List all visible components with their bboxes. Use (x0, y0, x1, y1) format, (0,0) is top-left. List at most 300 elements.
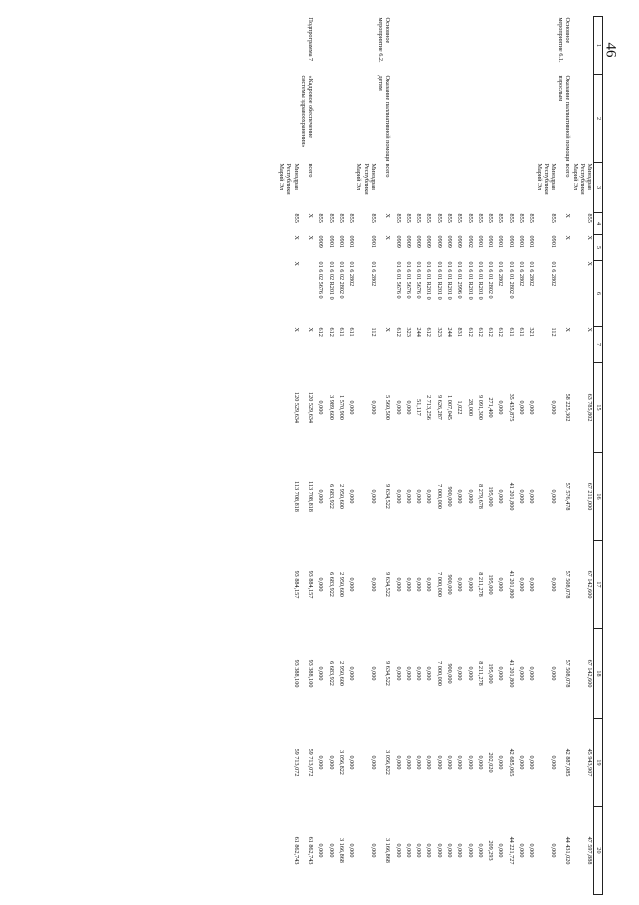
table-cell: 57 576,478 (564, 482, 572, 511)
table-cell (422, 17, 432, 75)
table-cell (422, 163, 432, 213)
table-cell (571, 75, 593, 163)
table-cell: 41 201,800 (507, 482, 515, 511)
table-cell (453, 17, 463, 75)
table-cell: 0,000 (549, 489, 557, 504)
table-cell: 612 (425, 327, 433, 337)
table-cell (391, 75, 401, 163)
table-row (515, 17, 525, 895)
table-cell: всего (307, 163, 315, 178)
table-cell: 0,000 (549, 666, 557, 681)
table-cell (422, 75, 432, 163)
table-row (345, 17, 355, 895)
table-cell (474, 75, 484, 163)
table-cell: 35 435,875 (507, 393, 515, 422)
table-cell: 0,000 (528, 400, 536, 415)
table-cell: 0909 (446, 235, 453, 248)
table-cell: 0901 (487, 235, 495, 248)
table-cell: 0,000 (369, 400, 377, 415)
table-cell: 0,000 (518, 843, 526, 858)
table-cell: 0,000 (415, 489, 423, 504)
table-cell: 01 6 01 R201 0 (435, 261, 443, 300)
table-cell: 611 (348, 327, 356, 337)
table-cell: Оказание паллиативной помощи детям (377, 75, 392, 162)
table-cell: 855 (425, 213, 433, 223)
table-cell: 0,000 (404, 489, 412, 504)
table-cell: 0,000 (369, 577, 377, 592)
table-cell: 0,000 (317, 666, 325, 681)
table-cell: 0909 (435, 235, 443, 248)
table-cell (453, 75, 463, 163)
table-cell: X (384, 235, 392, 240)
table-cell: 3 166,868 (337, 838, 345, 863)
table-cell (314, 163, 324, 213)
table-cell: 855 (317, 213, 325, 223)
table-cell (324, 17, 334, 75)
table-cell: 612 (327, 327, 335, 337)
table-row (474, 17, 484, 895)
table-cell: 01 6 01 5676 0 (394, 261, 402, 299)
table-cell: 323 (404, 327, 412, 337)
table-row (324, 17, 334, 895)
table-cell: 01 6 01 R201 0 (446, 261, 453, 300)
table-cell: 855 (586, 213, 593, 223)
table-cell: всего (564, 163, 572, 178)
table-cell: 42 887,085 (564, 748, 572, 777)
table-row (443, 17, 453, 895)
table-cell (515, 163, 525, 213)
table-cell: 47 597,888 (586, 836, 593, 865)
table-cell: 0,000 (327, 843, 335, 858)
table-cell (515, 17, 525, 75)
table-cell: 5 560,500 (384, 395, 392, 420)
table-cell: X (586, 261, 593, 266)
table-cell: 7 000,000 (435, 661, 443, 686)
table-cell: 01 6 2802 (369, 261, 377, 287)
table-cell: 0,000 (425, 755, 433, 770)
table-cell: 0,000 (497, 400, 505, 415)
table-cell: 3 056,822 (337, 750, 345, 775)
table-cell: 01 6 01 R201 0 (476, 261, 484, 300)
table-cell (324, 75, 334, 163)
table-cell: 209,293 (487, 840, 495, 861)
table-cell: 855 (476, 213, 484, 223)
table-cell: 61 862,743 (292, 836, 300, 865)
table-cell: 0,000 (394, 755, 402, 770)
table-cell: 323 (435, 327, 443, 337)
table-cell: 01 6 2802 (497, 261, 505, 287)
table-header (594, 17, 603, 895)
table-row (422, 17, 432, 895)
table-cell (525, 17, 535, 75)
table-cell: 112 (549, 327, 557, 337)
table-cell: X (586, 327, 593, 332)
table-cell (463, 163, 473, 213)
table-cell: 41 201,800 (507, 570, 515, 599)
table-cell: 2 950,600 (337, 572, 345, 597)
table-cell: 93 884,157 (292, 570, 300, 599)
table-cell: 67 142,600 (586, 659, 593, 688)
table-cell: 58 225,302 (564, 393, 572, 422)
table-cell: 611 (518, 327, 526, 337)
table-cell: 01 6 01 5676 0 (404, 261, 412, 299)
table-cell: 612 (317, 327, 325, 337)
budget-table (278, 16, 603, 895)
table-cell: 45 943,907 (586, 748, 593, 777)
table-cell: 0,000 (404, 666, 412, 681)
table-cell: 855 (456, 213, 464, 223)
table-cell: 855 (497, 213, 505, 223)
table-cell: Оказание паллиативной помощи взрослым (557, 75, 572, 162)
table-cell: 0,000 (425, 843, 433, 858)
table-cell: 244 (446, 327, 453, 337)
table-cell: X (384, 213, 392, 218)
table-cell: 67 211,000 (586, 482, 593, 511)
table-row (463, 17, 473, 895)
column-header: 4 (594, 213, 603, 235)
table-cell: 202,020 (487, 752, 495, 773)
table-cell: 01 6 01 2996 0 (456, 261, 464, 299)
table-cell (494, 75, 504, 163)
table-cell: 0,000 (518, 577, 526, 592)
table-cell (484, 163, 494, 213)
table-cell: 0909 (415, 235, 423, 248)
table-cell (453, 163, 463, 213)
table-cell: 0,000 (348, 489, 356, 504)
table-cell: 612 (476, 327, 484, 337)
table-cell: 8 279,678 (476, 484, 484, 509)
table-cell: 0,000 (415, 755, 423, 770)
table-cell: 0,000 (394, 843, 402, 858)
table-cell: 93 388,100 (292, 659, 300, 688)
table-cell: 244 (415, 327, 423, 337)
column-header: 7 (594, 327, 603, 363)
table-cell: 67 142,600 (586, 570, 593, 599)
table-cell: 855 (327, 213, 335, 223)
table-cell (412, 75, 422, 163)
table-cell: 0,000 (497, 666, 505, 681)
table-row (377, 17, 391, 895)
table-cell: 01 6 02 5676 0 (317, 261, 325, 299)
table-cell (484, 75, 494, 163)
table-cell: 855 (549, 213, 557, 223)
table-cell: 855 (337, 213, 345, 223)
table-cell (432, 17, 442, 75)
table-cell: 112 (369, 327, 377, 337)
table-cell (571, 17, 593, 75)
table-cell: 0,000 (549, 400, 557, 415)
table-cell: 0,000 (425, 489, 433, 504)
table-cell: 271,400 (487, 397, 495, 418)
table-cell: 855 (369, 213, 377, 223)
table-cell: X (384, 327, 392, 332)
column-header: 15 (594, 363, 603, 453)
table-cell: 0,000 (317, 577, 325, 592)
table-cell (402, 75, 412, 163)
table-cell: X (307, 327, 315, 332)
table-cell: 0901 (327, 235, 335, 248)
table-cell: 41 201,800 (507, 659, 515, 688)
table-cell: 195,000 (487, 574, 495, 595)
column-header: 17 (594, 541, 603, 629)
table-cell: 0,000 (369, 489, 377, 504)
table-cell: 01 6 01 2802 0 (487, 261, 495, 299)
table-cell: 0901 (518, 235, 526, 248)
table-cell: 855 (528, 213, 536, 223)
table-cell (314, 75, 324, 163)
table-cell: 57 508,078 (564, 659, 572, 688)
table-cell: 0,000 (369, 755, 377, 770)
table-cell (463, 75, 473, 163)
table-cell: X (564, 213, 572, 218)
table-cell: Основное мероприятие 6.1. (557, 17, 572, 63)
table-cell: 120 529,634 (292, 392, 300, 423)
table-cell: 321 (528, 327, 536, 337)
table-cell: 0,000 (476, 755, 484, 770)
table-row (535, 17, 557, 895)
table-cell: 0,000 (425, 577, 433, 592)
table-cell: 0901 (507, 235, 515, 248)
table-cell: 9 626,287 (435, 395, 443, 420)
table-cell: 0901 (528, 235, 536, 248)
table-cell: 0,000 (394, 666, 402, 681)
table-cell: 0,000 (317, 755, 325, 770)
table-cell: 0901 (497, 235, 505, 248)
table-cell: 0,000 (317, 843, 325, 858)
table-cell: 0,000 (466, 577, 474, 592)
table-row (402, 17, 412, 895)
table-cell: 855 (487, 213, 495, 223)
table-cell: 0,000 (518, 666, 526, 681)
table-cell (345, 163, 355, 213)
table-cell: X (292, 235, 300, 240)
table-cell (314, 17, 324, 75)
column-header: 3 (594, 163, 603, 213)
table-cell: 0,000 (497, 577, 505, 592)
table-cell: 93 884,157 (307, 570, 315, 599)
table-cell: 855 (348, 213, 356, 223)
table-row (453, 17, 463, 895)
table-cell: 0,000 (466, 489, 474, 504)
table-cell: 0,000 (528, 489, 536, 504)
table-cell: X (292, 327, 300, 332)
table-cell: 8 211,278 (476, 661, 484, 686)
table-cell: 44 221,727 (507, 836, 515, 865)
table-row (335, 17, 345, 895)
table-cell: 42 685,065 (507, 748, 515, 777)
table-cell: 59 713,072 (292, 748, 300, 777)
table-cell: 63 785,802 (586, 393, 593, 422)
table-cell: 0,000 (446, 755, 453, 770)
table-cell (345, 75, 355, 163)
table-cell (494, 17, 504, 75)
column-header: 20 (594, 807, 603, 895)
table-cell: 0,000 (394, 400, 402, 415)
table-row (278, 17, 300, 895)
table-cell: 0,000 (348, 577, 356, 592)
table-row (314, 17, 324, 895)
table-cell (402, 163, 412, 213)
table-cell: 2 950,600 (337, 661, 345, 686)
table-row (504, 17, 514, 895)
table-cell (535, 75, 557, 163)
table-cell: 3 166,868 (384, 838, 392, 863)
column-header: 1 (594, 17, 603, 75)
table-cell: 01 6 2802 (348, 261, 356, 287)
table-cell: 9 634,522 (384, 572, 392, 597)
table-cell: 0902 (466, 235, 474, 248)
table-row (412, 17, 422, 895)
table-cell: 0,000 (348, 400, 356, 415)
table-cell: 0,000 (549, 843, 557, 858)
table-cell: 0,000 (456, 843, 464, 858)
table-cell (412, 17, 422, 75)
table-cell (525, 75, 535, 163)
table-cell (391, 163, 401, 213)
table-cell: 855 (394, 213, 402, 223)
table-cell: 0,000 (466, 755, 474, 770)
table-cell: 0,000 (435, 843, 443, 858)
table-row (525, 17, 535, 895)
table-cell: 01 6 2802 (518, 261, 526, 287)
table-cell: 855 (415, 213, 423, 223)
table-cell: 0,000 (369, 843, 377, 858)
table-cell: 0,000 (369, 666, 377, 681)
table-cell: 195,000 (487, 663, 495, 684)
table-cell (463, 17, 473, 75)
table-cell: 0,000 (518, 489, 526, 504)
table-cell: 01 6 02 R201 0 (327, 261, 335, 300)
table-cell: X (307, 213, 315, 218)
table-cell (443, 17, 453, 75)
table-cell: 611 (337, 327, 345, 337)
table-cell: 0,000 (497, 843, 505, 858)
table-cell (278, 75, 300, 163)
table-cell: 0,000 (497, 489, 505, 504)
table-cell: 0,000 (404, 400, 412, 415)
table-cell: 900,000 (446, 574, 453, 595)
table-cell (474, 17, 484, 75)
table-cell: 0,000 (528, 666, 536, 681)
table-cell: «Кадровое обеспечение системы здравоохранения» (299, 75, 315, 148)
table-cell (391, 17, 401, 75)
table-cell (432, 75, 442, 163)
table-cell: 01 6 01 5676 0 (415, 261, 423, 299)
table-cell: 0909 (456, 235, 464, 248)
table-cell: 9 634,522 (384, 661, 392, 686)
table-cell: 7 000,000 (435, 484, 443, 509)
table-cell: 1 007,045 (446, 395, 453, 420)
table-cell: 611 (507, 327, 515, 337)
table-cell: 0,000 (528, 577, 536, 592)
table-cell: 0,000 (435, 755, 443, 770)
table-cell: 855 (292, 213, 300, 223)
table-cell: 0901 (549, 235, 557, 248)
table-cell: 612 (466, 327, 474, 337)
table-cell: Подпрограмма 7 (307, 17, 315, 62)
table-cell (443, 75, 453, 163)
table-cell: 0,000 (404, 755, 412, 770)
table-cell: 01 6 01 R201 0 (466, 261, 474, 300)
column-header: 18 (594, 629, 603, 719)
table-cell: 28,000 (466, 398, 474, 416)
table-cell: Минздрав Республики Марий Эл (571, 163, 593, 195)
table-cell: Минздрав Республики Марий Эл (278, 163, 300, 195)
table-cell: 8 211,278 (476, 572, 484, 597)
table-row (355, 17, 377, 895)
table-cell: 0,000 (466, 666, 474, 681)
table-cell (504, 17, 514, 75)
table-cell (504, 163, 514, 213)
table-cell: 0,000 (497, 755, 505, 770)
table-cell: 0,000 (348, 666, 356, 681)
table-cell: 0901 (369, 235, 377, 248)
rotated-page-content (56, 16, 603, 890)
table-cell: 0,000 (528, 843, 536, 858)
table-cell: 855 (435, 213, 443, 223)
column-header: 5 (594, 235, 603, 261)
table-cell: 01 6 01 R201 0 (425, 261, 433, 300)
table-cell: 0,000 (518, 400, 526, 415)
table-cell: 0,000 (456, 489, 464, 504)
table-cell (335, 163, 345, 213)
table-cell: 113 708,818 (292, 481, 300, 512)
table-cell: 01 6 2802 (549, 261, 557, 287)
table-cell: 9 091,300 (476, 395, 484, 420)
table-cell: 0,000 (404, 577, 412, 592)
table-cell: 6 683,922 (327, 572, 335, 597)
table-cell (335, 17, 345, 75)
table-cell: 01 6 02 2802 0 (337, 261, 345, 299)
table-cell: 0909 (425, 235, 433, 248)
table-cell: 44 431,020 (564, 836, 572, 865)
table-cell: 120 529,634 (307, 392, 315, 423)
table-cell: 831 (456, 327, 464, 337)
table-cell: 0,000 (549, 755, 557, 770)
column-header: 2 (594, 75, 603, 163)
table-cell: X (307, 235, 315, 240)
table-cell: 0,000 (549, 577, 557, 592)
table-cell (515, 75, 525, 163)
table-cell: 3 056,822 (384, 750, 392, 775)
table-cell: 0,000 (446, 843, 453, 858)
table-row (484, 17, 494, 895)
table-cell: 900,000 (446, 663, 453, 684)
table-body (278, 17, 594, 895)
table-cell: 612 (497, 327, 505, 337)
table-cell (557, 261, 571, 327)
table-row (432, 17, 442, 895)
table-cell: Минздрав Республики Марий Эл (535, 163, 557, 195)
table-cell (504, 75, 514, 163)
page-number: 46 (602, 42, 619, 58)
table-cell: 6 683,922 (327, 484, 335, 509)
table-cell (345, 17, 355, 75)
table-cell (278, 17, 300, 75)
table-row (494, 17, 504, 895)
table-cell: 900,000 (446, 486, 453, 507)
table-cell: 9 634,522 (384, 484, 392, 509)
table-row (571, 17, 593, 895)
table-cell: 1 570,900 (337, 395, 345, 420)
table-cell: 57 508,078 (564, 570, 572, 599)
column-header: 16 (594, 453, 603, 541)
table-cell: 0909 (404, 235, 412, 248)
table-cell: 0901 (476, 235, 484, 248)
table-cell: 0,000 (348, 843, 356, 858)
table-cell (432, 163, 442, 213)
table-cell (300, 261, 314, 327)
